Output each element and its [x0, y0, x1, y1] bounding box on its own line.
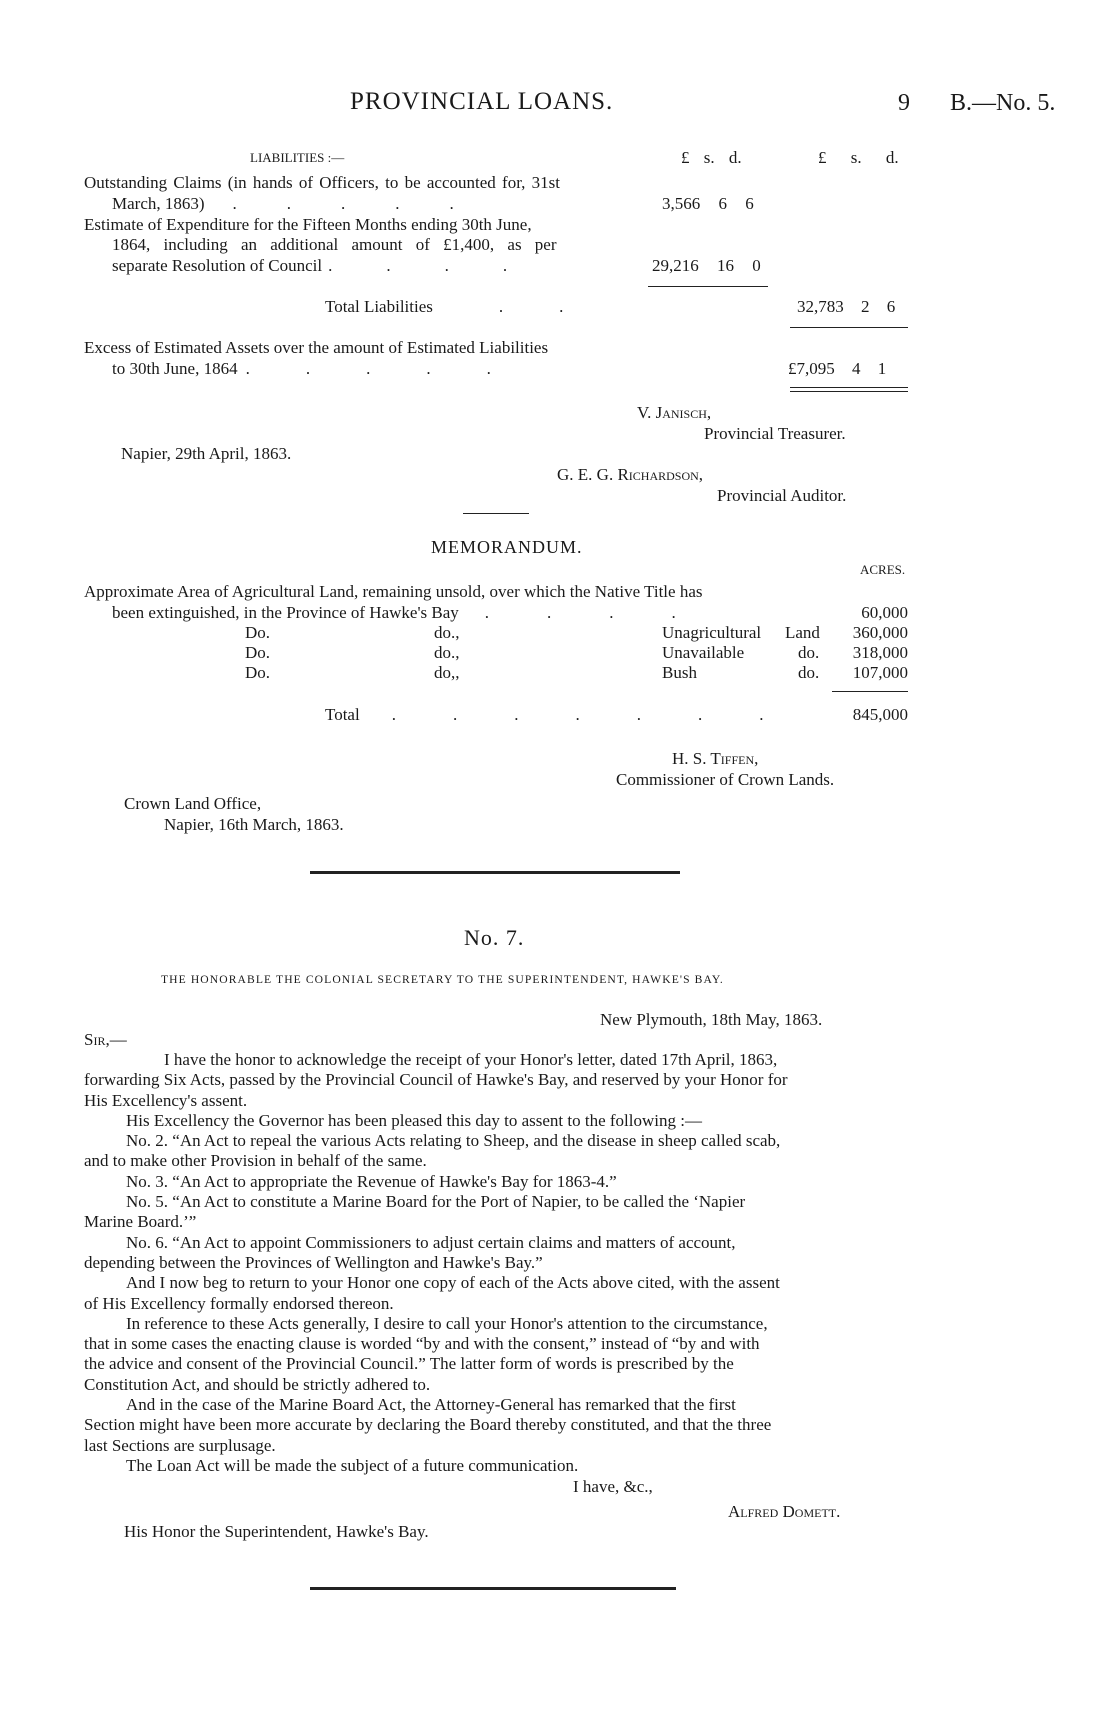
item2-line1: Estimate of Expenditure for the Fifteen Months ending 30th June,: [84, 215, 532, 234]
excess-line2: to 30th June, 1864 .....: [112, 359, 547, 378]
memo-row-category: Unagricultural: [662, 623, 762, 642]
memo-subtotal-rule: [832, 691, 908, 692]
section-divider-short: [463, 513, 529, 514]
memo-row-unit: do.: [798, 663, 820, 682]
memo-row-do: Do.: [245, 663, 271, 682]
total-rule: [790, 327, 908, 328]
paragraph-line: of His Excellency formally endorsed thereon.: [84, 1293, 394, 1313]
excess-amount: £7,095 4 1: [788, 359, 887, 378]
excess-line1: Excess of Estimated Assets over the amount of Estimated Liabilities: [84, 338, 549, 357]
memo-row-value: 107,000: [852, 663, 908, 682]
commissioner-name: H. S. Tiffen,: [672, 749, 759, 768]
paragraph-line: And in the case of the Marine Board Act, the Attorney-General has remarked that the first: [126, 1395, 736, 1415]
page-title: PROVINCIAL LOANS.: [350, 88, 614, 115]
paragraph-line: and to make other Provision in behalf of the same.: [84, 1151, 427, 1171]
treasurer-title: Provincial Treasurer.: [704, 424, 846, 443]
total-liabilities-label: Total Liabilities ..: [325, 297, 620, 316]
item2-line3: separate Resolution of Council ....: [112, 256, 562, 275]
paragraph-line: No. 3. “An Act to appropriate the Revenue of Hawke's Bay for 1863-4.”: [126, 1171, 617, 1191]
commissioner-title: Commissioner of Crown Lands.: [616, 770, 835, 789]
paragraph-line: last Sections are surplusage.: [84, 1435, 276, 1455]
memo-row-value: 318,000: [852, 643, 908, 662]
memo-total-label: Total .......: [325, 705, 821, 724]
memo-line2: been extinguished, in the Province of Hawke's Bay ....: [112, 603, 734, 622]
crown-land-office: Crown Land Office,: [124, 794, 262, 813]
paragraph-line: depending between the Provinces of Wellington and Hawke's Bay.”: [84, 1252, 543, 1272]
auditor-name: G. E. G. Richardson,: [557, 465, 704, 484]
item1-line1: Outstanding Claims (in hands of Officers, to be accounted for, 31st: [84, 173, 561, 192]
memo-row-do-2: do,,: [434, 663, 460, 682]
page-number: 9: [898, 90, 910, 116]
paragraph-line: Section might have been more accurate by declaring the Board thereby constituted, and that the three: [84, 1415, 772, 1435]
memo-row-do: Do.: [245, 643, 271, 662]
treasurer-name: V. Janisch,: [637, 403, 712, 422]
paragraph-line: His Excellency's assent.: [84, 1090, 248, 1110]
paragraph-line: No. 2. “An Act to repeal the various Acts relating to Sheep, and the disease in sheep called scab,: [126, 1131, 781, 1151]
letter-addressee: His Honor the Superintendent, Hawke's Bay.: [124, 1522, 429, 1541]
footer-divider: [310, 1587, 676, 1590]
paragraph-line: His Excellency the Governor has been pleased this day to assent to the following :—: [126, 1110, 702, 1130]
letter-salutation: Sir,—: [84, 1030, 127, 1049]
letter-date: New Plymouth, 18th May, 1863.: [600, 1010, 823, 1029]
memo-row-do: Do.: [245, 623, 271, 642]
paragraph-line: that in some cases the enacting clause is worded “by and with the consent,” instead of “by and with: [84, 1334, 760, 1354]
memo-row-do-2: do.,: [434, 623, 460, 642]
memo-row-do-2: do.,: [434, 643, 460, 662]
letter-closing: I have, &c.,: [573, 1477, 653, 1496]
paragraph-line: the advice and consent of the Provincial Council.” The latter form of words is prescribed by the: [84, 1354, 734, 1374]
memo-row-unit: Land: [785, 623, 820, 642]
paragraph-line: And I now beg to return to your Honor one copy of each of the Acts above cited, with the assent: [126, 1273, 780, 1293]
total-liabilities-amount: 32,783 2 6: [797, 297, 896, 316]
auditor-title: Provincial Auditor.: [717, 486, 847, 505]
acres-column-heading: ACRES.: [860, 562, 906, 577]
excess-double-rule-bottom: [790, 391, 908, 392]
memo-line2-value: 60,000: [861, 603, 908, 622]
letter-number: No. 7.: [464, 925, 525, 950]
letter-subtitle: THE HONORABLE THE COLONIAL SECRETARY TO THE SUPERINTENDENT, HAWKE'S BAY.: [161, 973, 724, 986]
liabilities-heading: LIABILITIES :—: [250, 150, 345, 165]
memo-total-value: 845,000: [852, 705, 908, 724]
subtotal-rule: [648, 286, 768, 287]
paragraph-line: Marine Board.’”: [84, 1212, 197, 1232]
crown-land-office-date: Napier, 16th March, 1863.: [164, 815, 344, 834]
paragraph-line: No. 5. “An Act to constitute a Marine Board for the Port of Napier, to be called the ‘Napier: [126, 1192, 746, 1212]
memo-line1: Approximate Area of Agricultural Land, remaining unsold, over which the Native Title has: [84, 582, 703, 601]
memo-row-value: 360,000: [852, 623, 908, 642]
letter-signer: Alfred Domett.: [728, 1502, 841, 1521]
place-date-1: Napier, 29th April, 1863.: [121, 444, 292, 463]
item2-amount: 29,216 16 0: [652, 256, 761, 275]
excess-double-rule-top: [790, 387, 908, 388]
memorandum-heading: MEMORANDUM.: [431, 537, 583, 557]
item2-line2: 1864, including an additional amount of £1,400, as per: [112, 235, 557, 254]
letter-body: [84, 1050, 916, 1476]
paragraph-line: forwarding Six Acts, passed by the Provincial Council of Hawke's Bay, and reserved by your Honor for: [84, 1070, 788, 1090]
section-divider-long: [310, 871, 680, 874]
col1-currency-heading: £ s. d.: [681, 148, 742, 167]
memo-row-category: Unavailable: [662, 643, 745, 662]
memo-row-category: Bush: [662, 663, 697, 682]
col2-currency-heading: £ s. d.: [818, 148, 899, 167]
paragraph-line: The Loan Act will be made the subject of a future communication.: [126, 1455, 579, 1475]
item1-line2: March, 1863) .....: [112, 194, 504, 213]
paragraph-line: Constitution Act, and should be strictly adhered to.: [84, 1374, 431, 1394]
item1-amount: 3,566 6 6: [662, 194, 754, 213]
paragraph-line: In reference to these Acts generally, I desire to call your Honor's attention to the circumstance,: [126, 1313, 768, 1333]
paragraph-line: I have the honor to acknowledge the receipt of your Honor's letter, dated 17th April, 1863,: [164, 1050, 778, 1069]
memo-row-unit: do.: [798, 643, 820, 662]
paragraph-line: No. 6. “An Act to appoint Commissioners to adjust certain claims and matters of account,: [126, 1232, 736, 1252]
document-reference: B.—No. 5.: [950, 90, 1056, 116]
